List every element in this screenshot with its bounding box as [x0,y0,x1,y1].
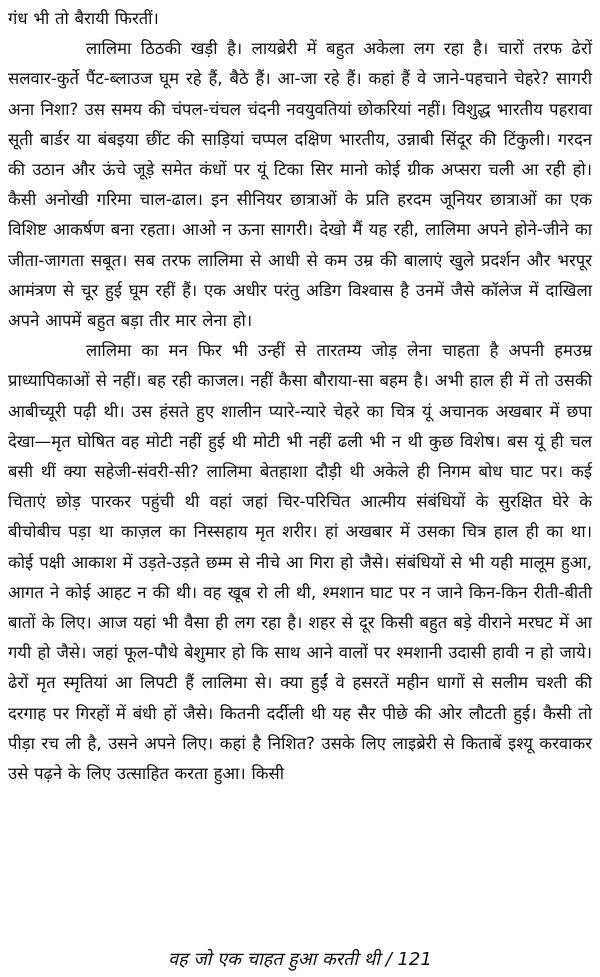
paragraph-library-scene: लालिमा ठिठकी खड़ी है। लायब्रेरी में बहुत अकेला लग रहा है। चारों तरफ ढेरों सलवार-कुर्ते पैंट-ब्लाउज घूम रहे हैं, बैठे हैं। आ-जा रहे हैं। कहां हैं वे जाने-पहचाने चेहरे? सागरी अना निशा? उस समय की चंपल-चंचल चंदनी नवयुवतियां छोकरियां नहीं। विशुद्ध भारतीय पहरावा सूती बार्डर या बंबइया छींट की साड़ियां चप्पल दक्षिण भारतीय, उन्नाबी सिंदूर की टिंकुली। गरदन की उठान और ऊंचे जूड़े समेत कंधों पर यूं टिका सिर मानो कोई ग्रीक अप्सरा चली आ रही हो। कैसी अनोखी गरिमा चाल-ढाल। इन सीनियर छात्राओं के प्रति हरदम जूनियर छात्राओं का एक विशिष्ट आकर्षण बना रहता। आओ न ऊना सागरी। देखो मैं यह रही, लालिमा अपने होने-जीने का जीता-जागता सबूत। सब तरफ लालिमा से आधी से कम उम्र की बालाएं खुले प्रदर्शन और भरपूर आमंत्रण से चूर हुई घूम रहीं हैं। एक अधीर परंतु अडिग विश्वास है उनमें जैसे कॉलेज में दाखिला अपने आपमें बहुत बड़ा तीर मार लेना हो। [8,39,592,331]
page-footer-running-title: वह जो एक चाहत हुआ करती थी / 121 [168,949,432,970]
paragraph-memories: लालिमा का मन फिर भी उन्हीं से तारतम्य जोड़ लेना चाहता है अपनी हमउम्र प्राध्यापिकाओं से नहीं। बह रही काजल। नहीं कैसा बौराया-सा बहम है। अभी हाल ही में तो उसकी आबीच्यूरी पढ़ी थी। उस हंसते हुए शालीन प्यारे-न्यारे चेहरे का चित्र यूं अचानक अखबार में छपा देखा—मृत घोषित वह मोटी नहीं हुई थी मोटी भी नहीं ढली भी न थी कुछ विशेष। बस यूं ही चल बसी थीं क्या सहेजी-संवरी-सी? लालिमा बेतहाशा दौड़ी थी अकेले ही निगम बोध घाट पर। कई चिताएं छोड़ पारकर पहुंची थी वहां जहां चिर-परिचित आत्मीय संबंधियों के सुरक्षित घेरे के बीचोबीच पड़ा था काज़ल का निस्सहाय मृत शरीर। हां अखबार में उसका चित्र हाल ही का था। कोई पक्षी आकाश में उड़ते-उड़ते छम्म से नीचे आ गिरा हो जैसे। संबंधियों से भी यही मालूम हुआ, आगत ने कोई आहट न की थी। वह खूब रो ली थी, श्मशान घाट पर न जाने किन-किन रीती-बीती बातों के लिए। आज यहां भी वैसा ही लग रहा है। शहर से दूर किसी बहुत बड़े वीराने मरघट में आ गयी हो जैसे। जहां फूल-पौधे बेशुमार हो कि साथ आने वालों पर श्मशानी उदासी हावी न हो जाये। ढेरों मृत स्मृतियां आ लिपटी हैं लालिमा से। क्या हुईं वे हसरतें महीन धागों से सलीम चश्ती की दरगाह पर गिरहों में बंधी हों जैसे। कितनी दर्दीली थी यह सैर पीछे की ओर लौटती हुई। कैसी तो पीड़ा रच ली है, उसने अपने लिए। कहां है निशित? उसके लिए लाइब्रेरी से किताबें इश्यू करवाकर उसे पढ़ने के लिए उत्साहित करता हुआ। किसी [8,341,592,784]
paragraph-opening-line: गंध भी तो बैरायी फिरतीं। [8,9,159,28]
